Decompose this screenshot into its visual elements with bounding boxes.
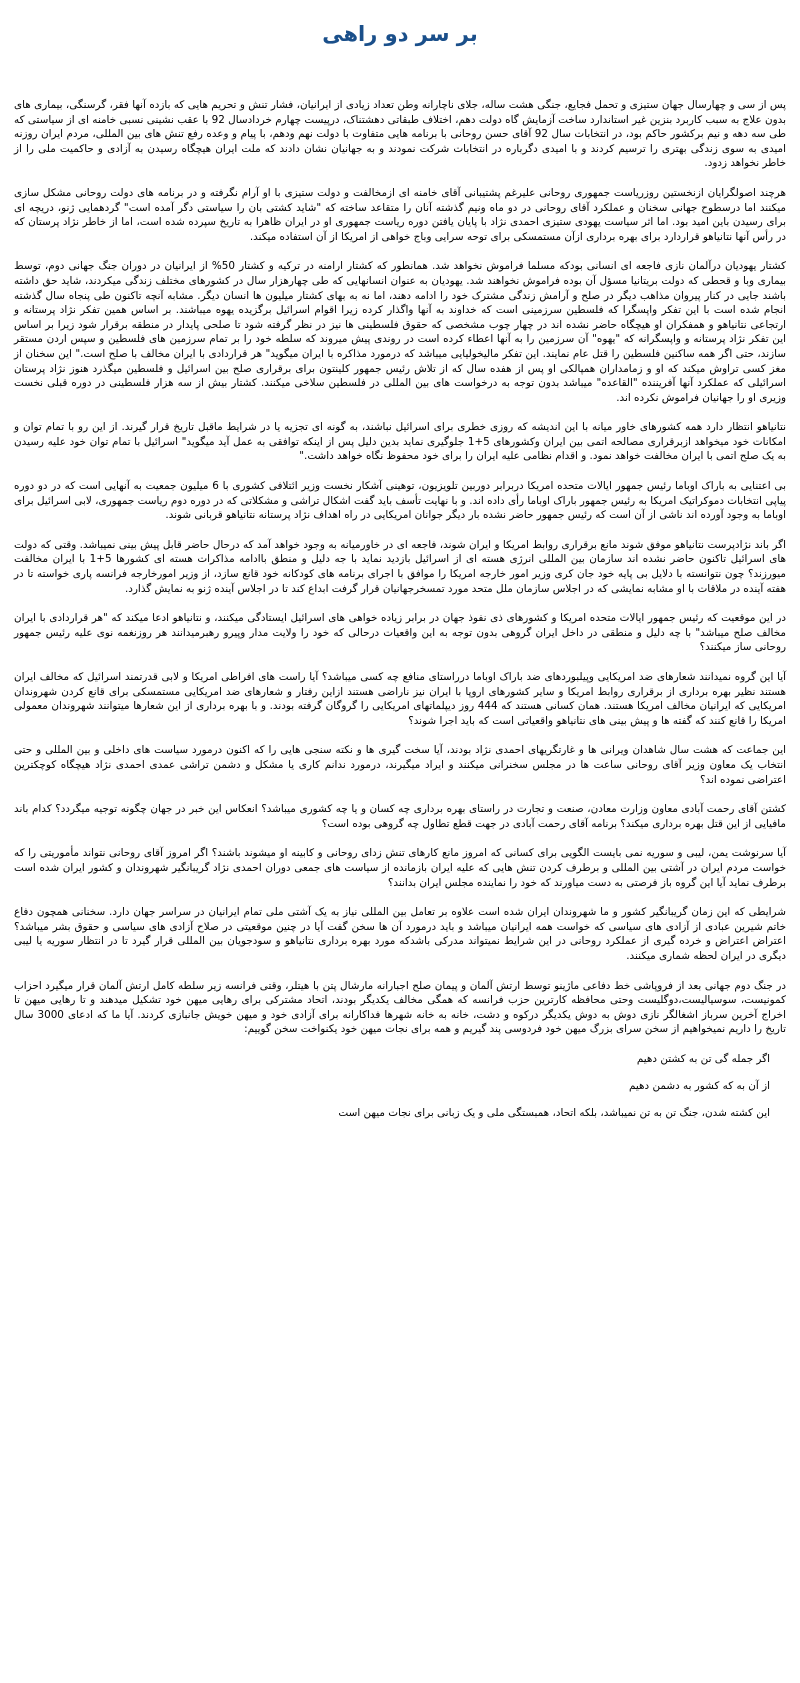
- article-body: [14, 98, 786, 1120]
- paragraph-7: در این موقعیت که رئیس جمهور ایالات متحده امریکا و کشورهای ذی نفوذ جهان در برابر زیاده خواهی های اسرائیل ایستادگی میکنند، و نتانیاهو ادعا میکند که "هر قراردادی با ایران مخالف صلح میباشد" با چه دلیل و منطقی در داخل ایران گروهی بدون توجه به این واقعیات درحالی که خود را ولایت مدار وپیرو رهبرمیدانند هر روزنغمه نوی علیه رئیس جمهور روحانی ساز میکنند؟: [14, 612, 786, 654]
- paragraph-6: اگر باند نژادپرست نتانیاهو موفق شوند مانع برقراری روابط امریکا و ایران شوند، فاجعه ای در خاورمیانه به وجود خواهد آمد که درحال حاضر قابل پیش بینی نمیباشد. وقتی که دولت های اسرائیل تاکنون حاضر نشده اند سازمان بین المللی انرژی هسته ای از اسرائیل بازدید نماید با جه دلیل و منطق باادامه مذاکرات هسته ای کشورها 5+1 با ایران مخالفت میورزند؟ چون نتوانسته با دلایل بی پایه خود جان کری وزیر امور خارجه امریکا را موافق با اجرای برنامه های کودکانه خود قانع سازد، از وزیر امورخارجه فرانسه پاری خواسته تا در هفته آینده در ملاقات با او مشابه نمایشی که در اجلاس سازمان ملل متحد مورد تمسخرجهانیان قرار گرفت ابداع کند تا در اجلاس آینده ژنو به نمایش گذارد.: [14, 538, 786, 595]
- verse-line-2: از آن به که کشور به دشمن دهیم: [629, 1079, 770, 1092]
- paragraph-3: کشتار یهودیان درآلمان نازی فاجعه ای انسانی بودکه مسلما فراموش نخواهد شد. همانطور که کشتار ارامنه در ترکیه و کشتار 50% از ایرانیان در دوران جنگ جهانی دوم، توسط بیماری وبا و قحطی که دولت بریتانیا مسؤل آن بوده فراموش نخواهند شد. یهودیان به عنوان انسانهایی که طی چهارهزار سال در کشورهای مختلف زندگی میکردند، شاید حق داشته باشند جایی در کنار پیروان مذاهب دیگر در صلح و آرامش زندگی مشترک خود را ادامه دهند، اما نه به بهای کشتار میلیون ها انسان دیگر. مشابه آنچه تاکنون طی پنجاه سال گذشته انجام شده است با این تفکر واپسگرا که فلسطین سرزمینی است که خداوند به آنها واگذار کرده زیرا اقوام اسرائیل برگزیده یهوه میباشند. بر اساس همین تفکر نژاد پرستانه و ارتجاعی نتانیاهو و همفکران او هیچگاه حاضر نشده اند در چهار چوب مشخصی که حقوق فلسطینی ها نیز در نظر گرفته شود تا صلحی پایدار در منطقه برقرار شود زیرا بر اساس این تفکر نژاد پرستانه و واپسگرانه که "یهوه" آن سرزمین را به آنها اعطاء کرده است در روندی پیش میروند که سلطه خود را بر تمام سرزمین های فلسطین و سپس اردن مستقر سازند، حتی اگر همه ساکنین فلسطین را قتل عام نمایند. این تفکر مالیخولیایی میباشد که درمورد مذاکره با ایران میگوید" هر قراردادی با ایران مخالف با صلح است." این سخنان از مغز کسی تراوش میکند که او و زمامداران همپالکی او پس از هفده سال که از تلاش رئیس جمهور کلینتون برای برقراری صلح بین اسرائیل و فلسطین میگذرد هنوز نژاد پرستان اسرائیلی که عملکرد آنها آفریننده "القاعده" میباشد بدون توجه به درخواست های بین المللی در فلسطین سلاخی میکنند. کشتار بیش از سه هزار فلسطینی در دوره قبلی نخست وزیری او را جهانیان فراموش نکرده اند.: [14, 260, 786, 404]
- paragraph-8: آیا این گروه نمیدانند شعارهای ضد امریکایی وپیلبوردهای ضد باراک اوباما درراستای منافع چه کسی میباشد؟ آیا راست های افراطی امریکا و لابی قدرتمند اسرائیل که مخالف ایران هستند نظیر بهره برداری از برقراری روابط امریکا و سایر کشورهای اروپا با ایران نیز ناراضی هستند ازاین رفتار و شعارهای ضد امریکایی مستمسکی برای قانع کردن شهروندان امریکایی که ایرانیان مخالف امریکا هستند. همان کسانی هستند که 444 روز دیپلماتهای امریکایی را گروگان گرفته بودند. و با بهره برداری از این شعارها میتوانند شهروندان معمولی امریکا را قانع کنند که گفته ها و پیش بینی های نتانیاهو واقعیاتی است که باید اجرا شوند؟: [14, 671, 786, 727]
- paragraph-11: آیا سرنوشت یمن، لیبی و سوریه نمی بایست الگویی برای کسانی که امروز مانع کارهای تنش زدای روحانی و کابینه او میشوند باشند؟ اگر امروز آقای روحانی نتواند مأموریتی را که خواست مردم ایران در آشتی بین المللی و برطرف کردن تنش هایی که علیه ایران بازمانده از سیاست های جمعی دوران احمدی نژاد گریبانگیر شهروندان و کشور ایران شده است برطرف نماید آیا این گروه باز فرصتی به دست میاورند که خود را نماینده مجلس ایران بدانند؟: [14, 847, 786, 889]
- paragraph-9: این جماعت که هشت سال شاهدان ویرانی ها و غارتگریهای احمدی نژاد بودند، آیا سخت گیری ها و نکته سنجی هایی را که اکنون درمورد سیاست های داخلی و بین المللی و حتی انتخاب یک معاون وزیر آقای روحانی ساعت ها در مجلس سخنرانی میکنند و ایراد میگیرند، درمورد ندانم کاری یا مشکل و دشمن تراشی عمدی احمدی نژاد هیچگاه کوچکترین اعتراضی نموده اند؟: [14, 744, 786, 786]
- closing-line: این کشته شدن، جنگ تن به تن نمیباشد، بلکه اتحاد، همبستگی ملی و یک زبانی برای نجات میهن است: [338, 1106, 770, 1119]
- paragraph-10: کشتن آقای رحمت آبادی معاون وزارت معادن، صنعت و تجارت در راستای بهره برداری چه کسان و یا چه کشوری میباشد؟ انعکاس این خبر در جهان چگونه توجیه میگردد؟ کدام باند مافیایی از این قتل بهره برداری میکند؟ برنامه آقای رحمت آبادی در جهت قطع تطاول چه گروهی بوده است؟: [14, 803, 786, 830]
- paragraph-4: نتانیاهو انتظار دارد همه کشورهای خاور میانه با این اندیشه که روزی خطری برای اسرائیل نباشند، به گونه ای تجزیه یا در شرایط ماقبل تاریخ قرار گیرند. از این رو با تمام توان و امکانات خود میخواهد ازبرقراری مصالحه اتمی بین ایران وکشورهای 5+1 جلوگیری نماید بدین دلیل پس از اینکه توافقی به عمل آید میگوید" اسرائیل با تمام توان خود علیه رسیدن به یک صلح اتمی با ایران مخالفت خواهد نمود. و اقدام نظامی علیه ایران را برای خود محفوظ نگاه خواهد داشت.": [14, 421, 786, 463]
- verse-line-1: اگر جمله گی تن به کشتن دهیم: [636, 1052, 770, 1065]
- article-title: بر سر دو راهی: [322, 22, 478, 46]
- paragraph-13: در جنگ دوم جهانی بعد از فروپاشی خط دفاعی ماژینو توسط ارتش آلمان و پیمان صلح اجبارانه مارشال پتن با هیتلر، وقتی فرانسه زیر سلطه کامل ارتش آلمان قرار میگیرد احزاب کمونیست، سوسیالیست،دوگلیست وحتی محافظه کارترین حزب فرانسه که همگی مخالف یکدیگر بودند، اتحاد مشترکی برای رهایی میهن خود تشکیل میدهند و تا رهایی میهن تا اخراج آخرین سرباز اشغالگر نازی دوش به دوش یکدیگر درکوه و دشت، خانه به خانه شهرها فداکارانه برای آزادی خود و میهن خویش جانبازی کردند. آیا ما که ادعای 3000 سال تاریخ را داریم نمیخواهیم از سخن سرای بزرگ میهن خود فردوسی پند گیریم و همه برای نجات میهن خود یکنواخت سخن گوییم:: [14, 979, 786, 1036]
- paragraph-12: شرایطی که این زمان گریبانگیر کشور و ما شهروندان ایران شده است علاوه بر تعامل بین المللی نیاز به یک آشتی ملی تمام ایرانیان در سراسر جهان دارد. سخنانی همچون دفاع خاتم شیرین عبادی از آزادی های سیاسی که خواست همه ایرانیان میباشد و باید درمورد آن ها سخن گفت آیا در چنین موقعیتی در صلاح آزادی های سیاسی و حقوق بشر میباشد؟ اعتراض اعتراض و خرده گیری از عملکرد روحانی در این شرایط نمیتواند مدرکی باشدکه مورد بهره برداری نتانیاهو و سودجویان بین المللی قرار گیرد تا در انتظار سوریه یا لیبی دیگری در ایران لحظه شماری میکنند.: [14, 906, 786, 962]
- paragraph-2: هرچند اصولگرایان ازنخستین روزریاست جمهوری روحانی علیرغم پشتیبانی آقای خامنه ای ازمخالفت و دولت ستیزی با او آرام نگرفته و در برنامه های دولت روحانی مشکل سازی میکنند اما درسطوح جهانی سخنان و عملکرد آقای روحانی در دو ماه ونیم گذشته آنان را متقاعد ساخته که "شاید کشتی بان را سیاستی دگر آمده است" گردهمایی ژنو، دریچه ای برای رسیدن باین امید بود. اما اثر سیاست یهودی ستیزی احمدی نژاد با پایان یافتن دوره ریاست جمهوری او در ایران ظاهرا به تاریخ سپرده شده است، اما از خاطر نژاد پرستان که در رأس آنها نتانیاهو قراردارد برای بهره برداری ازآن مستمسکی برای توحه سرایی وباج خواهی از امریکا از آن استفاده میکند.: [14, 186, 786, 243]
- paragraph-1: پس از سی و چهارسال جهان ستیزی و تحمل فجایع، جنگی هشت ساله، جلای ناچارانه وطن تعداد زیادی از ایرانیان، فشار تنش و تحریم هایی که بازده آنها فقر، گرسنگی، بیماری های بدون علاج به سبب کاربرد بنزین غیر استاندارد ساخت آزمایش گاه دولت دهم، اختلاف طبقاتی دهشتناک، درپیست چهارم خردادسال 92 با عقب نشینی نسبی خامنه ای از سیاستی که طی سه دهه و نیم برکشور حاکم بود، در انتخابات سال 92 آقای حسن روحانی با برنامه هایی متفاوت با دولت نهم ودهم، با پیام و وعده رفع تنش های بین المللی، مردم ایران روزنه امیدی به سوی زندگی بهتری را ترسیم کردند و با امیدی دگرباره در انتخابات شرکت نمودند و به جهانیان نشان دادند که ملت ایران هیچگاه رسیدن به آزادی و حاکمیت ملی را از خاطر نخواهد زدود.: [14, 99, 786, 170]
- paragraph-5: بی اعتنایی به باراک اوباما رئیس جمهور ایالات متحده امریکا دربرابر دوربین تلویزیون، توهینی آشکار نخست وزیر ائتلافی کشوری با 6 میلیون جمعیت به آنهایی است که در دو دوره پیاپی انتخابات دموکراتیک امریکا به رئیس جمهور باراک اوباما رأی داده اند. و با نهایت تأسف باید گفت اشکال تراشی و مشکلاتی که در دوره دوم ریاست جمهوری، لابی اسرائیل برای اوباما به وجود آورده اند ناشی از آن است که رئیس جمهور حاضر نشده بار دیگر جوانان امریکایی در راه اهداف نژاد پرستانه نتانیاهو قربانی شوند.: [14, 480, 786, 522]
